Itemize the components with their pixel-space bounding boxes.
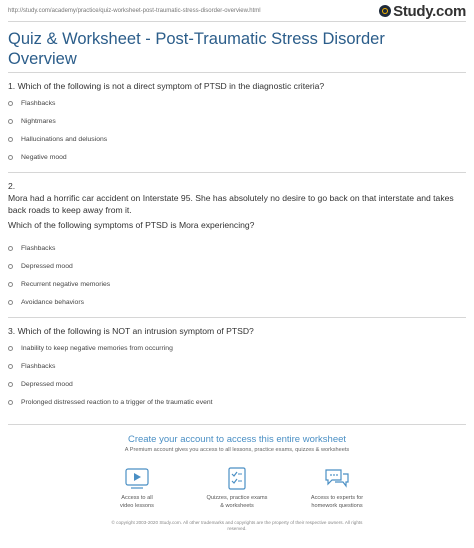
- logo-text: Study.com: [393, 2, 466, 20]
- option-label: Negative mood: [21, 153, 67, 161]
- radio-circle-icon: [8, 101, 13, 106]
- radio-circle-icon: [8, 400, 13, 405]
- radio-circle-icon: [8, 264, 13, 269]
- expert-chat-icon: [323, 466, 351, 492]
- study-logo[interactable]: [379, 3, 466, 20]
- question-2-number: 2.: [8, 181, 16, 191]
- video-lessons-icon: [123, 466, 151, 492]
- option[interactable]: [8, 393, 466, 411]
- option-label: Avoidance behaviors: [21, 298, 84, 306]
- radio-circle-icon: [8, 119, 13, 124]
- option-label: Nightmares: [21, 117, 56, 125]
- radio-circle-icon: [8, 282, 13, 287]
- option[interactable]: [8, 148, 466, 166]
- option-label: Flashbacks: [21, 244, 56, 252]
- question-1-options: [8, 94, 466, 166]
- radio-circle-icon: [8, 155, 13, 160]
- option[interactable]: [8, 94, 466, 112]
- question-3-text: 3. Which of the following is NOT an intrusion symptom of PTSD?: [8, 326, 254, 336]
- option-label: Flashbacks: [21, 99, 56, 107]
- option[interactable]: [8, 357, 466, 375]
- radio-circle-icon: [8, 346, 13, 351]
- page-title: Quiz & Worksheet - Post-Traumatic Stress Disorder Overview: [8, 30, 385, 68]
- radio-circle-icon: [8, 246, 13, 251]
- feature-label-line1: Quizzes, practice exams: [206, 495, 268, 501]
- question-divider: [8, 172, 466, 173]
- option[interactable]: [8, 130, 466, 148]
- feature-video-lessons: [82, 466, 192, 510]
- study-logo-icon: [379, 5, 391, 17]
- header-divider: [8, 21, 466, 22]
- option-label: Recurrent negative memories: [21, 280, 111, 288]
- radio-circle-icon: [8, 364, 13, 369]
- option[interactable]: [8, 275, 466, 293]
- radio-circle-icon: [8, 300, 13, 305]
- question-3: [8, 325, 466, 337]
- promo-title[interactable]: Create your account to access this entire worksheet: [127, 434, 347, 445]
- feature-quizzes: [182, 466, 292, 510]
- option-label: Flashbacks: [21, 362, 56, 370]
- feature-experts: [282, 466, 392, 510]
- question-1: [8, 80, 466, 92]
- question-2-options: [8, 239, 466, 311]
- feature-label-line2: & worksheets: [220, 502, 254, 509]
- option[interactable]: [8, 339, 466, 357]
- question-3-options: [8, 339, 466, 411]
- question-2: [8, 180, 466, 231]
- option-label: Inability to keep negative memories from occurring: [21, 344, 173, 352]
- promo-divider: [8, 424, 466, 425]
- copyright-line1: © copyright 2003-2020 Study.com. All other trademarks and copyrights are the property of their respective owners. All rights: [111, 520, 363, 525]
- copyright-notice: [60, 520, 414, 532]
- option-label: Prolonged distressed reaction to a trigger of the traumatic event: [21, 398, 213, 406]
- option[interactable]: [8, 112, 466, 130]
- feature-label-line1: Access to all: [121, 495, 153, 501]
- radio-circle-icon: [8, 382, 13, 387]
- top-bar: [8, 2, 466, 20]
- question-divider: [8, 317, 466, 318]
- feature-label-line1: Access to experts for: [310, 495, 364, 501]
- option[interactable]: [8, 257, 466, 275]
- copyright-line2: reserved.: [227, 526, 247, 531]
- option[interactable]: [8, 293, 466, 311]
- option-label: Hallucinations and delusions: [21, 135, 108, 143]
- page-url: http://study.com/academy/practice/quiz-worksheet-post-traumatic-stress-disorder-overview.html: [8, 8, 261, 14]
- feature-label-line2: video lessons: [120, 502, 154, 509]
- radio-circle-icon: [8, 137, 13, 142]
- option[interactable]: [8, 239, 466, 257]
- question-1-text: 1. Which of the following is not a direct symptom of PTSD in the diagnostic criteria?: [8, 81, 325, 91]
- title-divider: [8, 72, 466, 73]
- option[interactable]: [8, 375, 466, 393]
- feature-label-line2: homework questions: [311, 502, 363, 509]
- quiz-worksheet-icon: [223, 466, 251, 492]
- promo-subtitle: A Premium account gives you access to all lessons, practice exams, quizzes & worksheets: [124, 447, 350, 453]
- question-2-subtext: Which of the following symptoms of PTSD is Mora experiencing?: [8, 220, 255, 230]
- option-label: Depressed mood: [21, 380, 73, 388]
- question-2-text: Mora had a horrific car accident on Interstate 95. She has absolutely no desire to go back on that interstate and takes back roads to keep away from it.: [8, 193, 454, 215]
- option-label: Depressed mood: [21, 262, 73, 270]
